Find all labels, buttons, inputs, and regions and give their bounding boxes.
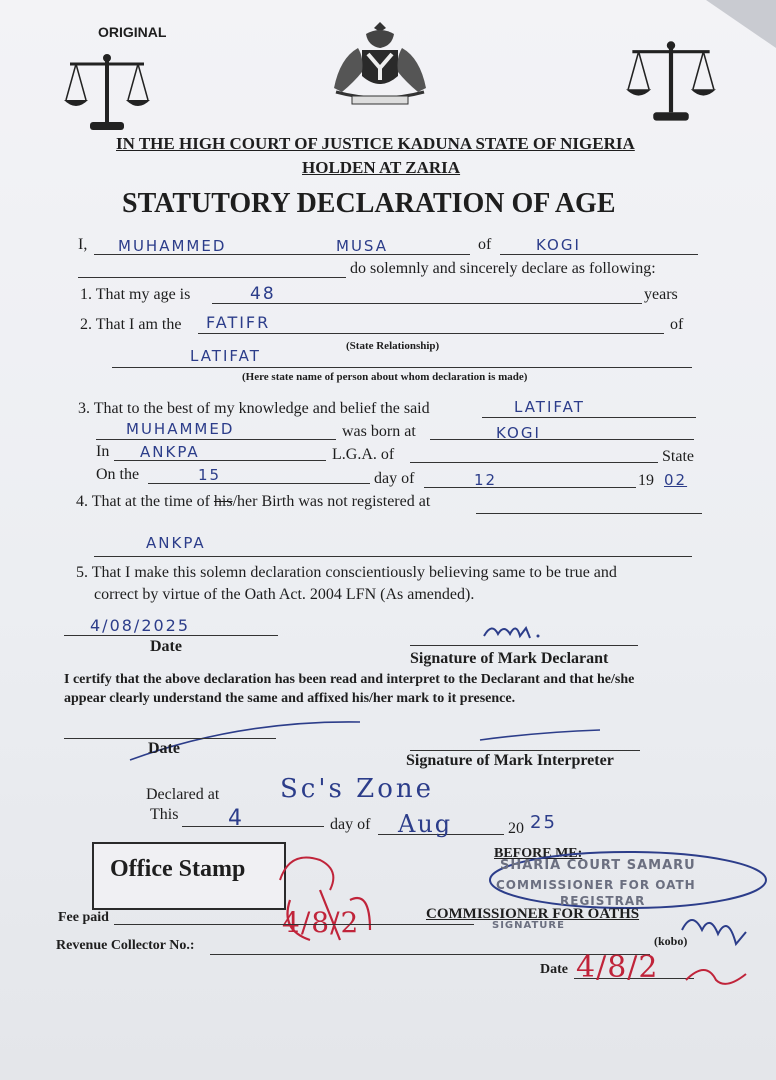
fee-paid-label: Fee paid xyxy=(58,910,109,925)
handwritten-age: 48 xyxy=(250,284,276,304)
handwritten-said-name2: MUHAMMED xyxy=(126,420,235,438)
handwritten-born-at: KOGI xyxy=(496,424,541,442)
handwritten-this-day: 4 xyxy=(228,806,244,831)
handwritten-registered-at: ANKPA xyxy=(146,534,206,552)
item4-suffix: /her Birth was not registered at xyxy=(232,493,431,510)
state-label: State xyxy=(662,448,694,465)
sig-declarant-line xyxy=(410,645,638,646)
stamp-line1: SHARIA COURT SAMARU xyxy=(500,858,696,873)
person-name-line xyxy=(112,367,692,368)
before-me-label: BEFORE ME: xyxy=(494,846,583,861)
of-place-line xyxy=(500,254,698,255)
lga-label: L.G.A. of xyxy=(332,446,395,463)
of-label2: of xyxy=(670,316,684,333)
stamp-line3: REGISTRAR xyxy=(560,894,646,908)
handwritten-declared-at: Sc's Zone xyxy=(280,774,434,804)
i-label: I, xyxy=(78,236,88,253)
date-label2: Date xyxy=(148,740,180,757)
of-label: of xyxy=(478,236,492,253)
handwritten-day: 15 xyxy=(198,466,222,484)
date-label: Date xyxy=(150,638,182,655)
handwritten-person-name: LATIFAT xyxy=(190,347,261,365)
commissioner-signature xyxy=(676,900,772,1000)
item4-prefix: 4. That at the time of xyxy=(76,493,210,510)
lga-line xyxy=(410,462,658,463)
coat-of-arms-icon xyxy=(326,18,434,110)
red-date-annotation: 4/8/2 xyxy=(282,906,360,939)
court-heading: IN THE HIGH COURT OF JUSTICE KADUNA STATE OF NIGERIA xyxy=(116,134,635,153)
stamp-line4: SIGNATURE xyxy=(492,920,565,931)
said-name-line xyxy=(482,417,696,418)
page-title: STATUTORY DECLARATION OF AGE xyxy=(122,188,616,219)
day-line xyxy=(148,483,370,484)
item4-his: his xyxy=(213,493,233,510)
item2-text: 2. That I am the xyxy=(80,316,182,333)
declared-at-label: Declared at xyxy=(146,786,220,803)
year-prefix2: 20 xyxy=(508,820,524,837)
handwritten-month: 12 xyxy=(474,471,498,489)
born-at-line xyxy=(430,439,694,440)
year-prefix: 19 xyxy=(638,472,654,489)
scales-of-justice-icon xyxy=(62,50,152,136)
original-label: ORIGINAL xyxy=(98,24,167,40)
years-label: years xyxy=(644,286,678,303)
fee-paid-line xyxy=(114,924,474,925)
this-day-line xyxy=(182,826,324,827)
handwritten-first-name: MUHAMMED xyxy=(118,237,227,255)
certify-line2: appear clearly understand the same and affixed his/her mark to it presence. xyxy=(64,691,516,706)
court-location: HOLDEN AT ZARIA xyxy=(302,158,461,177)
red-date-annotation2: 4/8/2 xyxy=(576,950,659,985)
commissioner-label: COMMISSIONER FOR OATHS xyxy=(426,906,640,922)
day-of-label2: day of xyxy=(330,816,371,833)
month-line xyxy=(424,487,636,488)
item1-text: 1. That my age is xyxy=(80,286,191,303)
on-the-label: On the xyxy=(96,466,140,483)
state-relationship-hint: (State Relationship) xyxy=(346,340,440,352)
this-label: This xyxy=(150,806,179,823)
sig-declarant-label: Signature of Mark Declarant xyxy=(410,650,609,667)
handwritten-year: 02 xyxy=(664,471,688,489)
registered-line2 xyxy=(94,556,692,557)
in-label: In xyxy=(96,443,110,460)
handwritten-surname: MUSA xyxy=(336,237,388,255)
sig-interpreter-label: Signature of Mark Interpreter xyxy=(406,752,614,769)
office-stamp-label: Office Stamp xyxy=(110,856,246,882)
handwritten-relationship: FATIFR xyxy=(206,313,271,332)
handwritten-declaration-date: 4/08/2025 xyxy=(90,616,191,635)
age-line xyxy=(212,303,642,304)
item5-line2: correct by virtue of the Oath Act. 2004 LFN (As amended). xyxy=(94,586,475,603)
sig-interpreter-line xyxy=(410,750,640,751)
declare-text: do solemnly and sincerely declare as following: xyxy=(350,260,656,277)
handwritten-of-place: KOGI xyxy=(536,236,581,254)
date-label3: Date xyxy=(540,962,568,977)
address-line xyxy=(78,277,346,278)
item3-text: 3. That to the best of my knowledge and belief the said xyxy=(78,400,430,417)
certify-line1: I certify that the above declaration has been read and interpret to the Declarant and that he/she xyxy=(64,672,635,687)
relationship-line xyxy=(198,333,664,334)
date-line2 xyxy=(64,738,276,739)
revenue-label: Revenue Collector No.: xyxy=(56,938,195,953)
handwritten-said-name: LATIFAT xyxy=(514,398,585,416)
handwritten-year2: 25 xyxy=(530,812,557,833)
declarant-mark-signature xyxy=(480,620,546,642)
item5-line1: 5. That I make this solemn declaration conscientiously believing same to be true and xyxy=(76,564,617,581)
day-of-label: day of xyxy=(374,470,415,487)
handwritten-lga: ANKPA xyxy=(140,443,200,461)
scales-of-justice-icon-right xyxy=(624,36,718,128)
date-line xyxy=(64,635,278,636)
said-name2-line xyxy=(96,439,336,440)
stamp-line2: COMMISSIONER FOR OATH xyxy=(496,878,696,892)
person-name-hint: (Here state name of person about whom declaration is made) xyxy=(242,371,528,383)
handwritten-month-word: Aug xyxy=(398,810,453,838)
item4-text xyxy=(76,493,430,511)
kobo-label: (kobo) xyxy=(654,934,688,948)
born-at-label: was born at xyxy=(342,423,416,440)
registered-line xyxy=(476,513,702,514)
